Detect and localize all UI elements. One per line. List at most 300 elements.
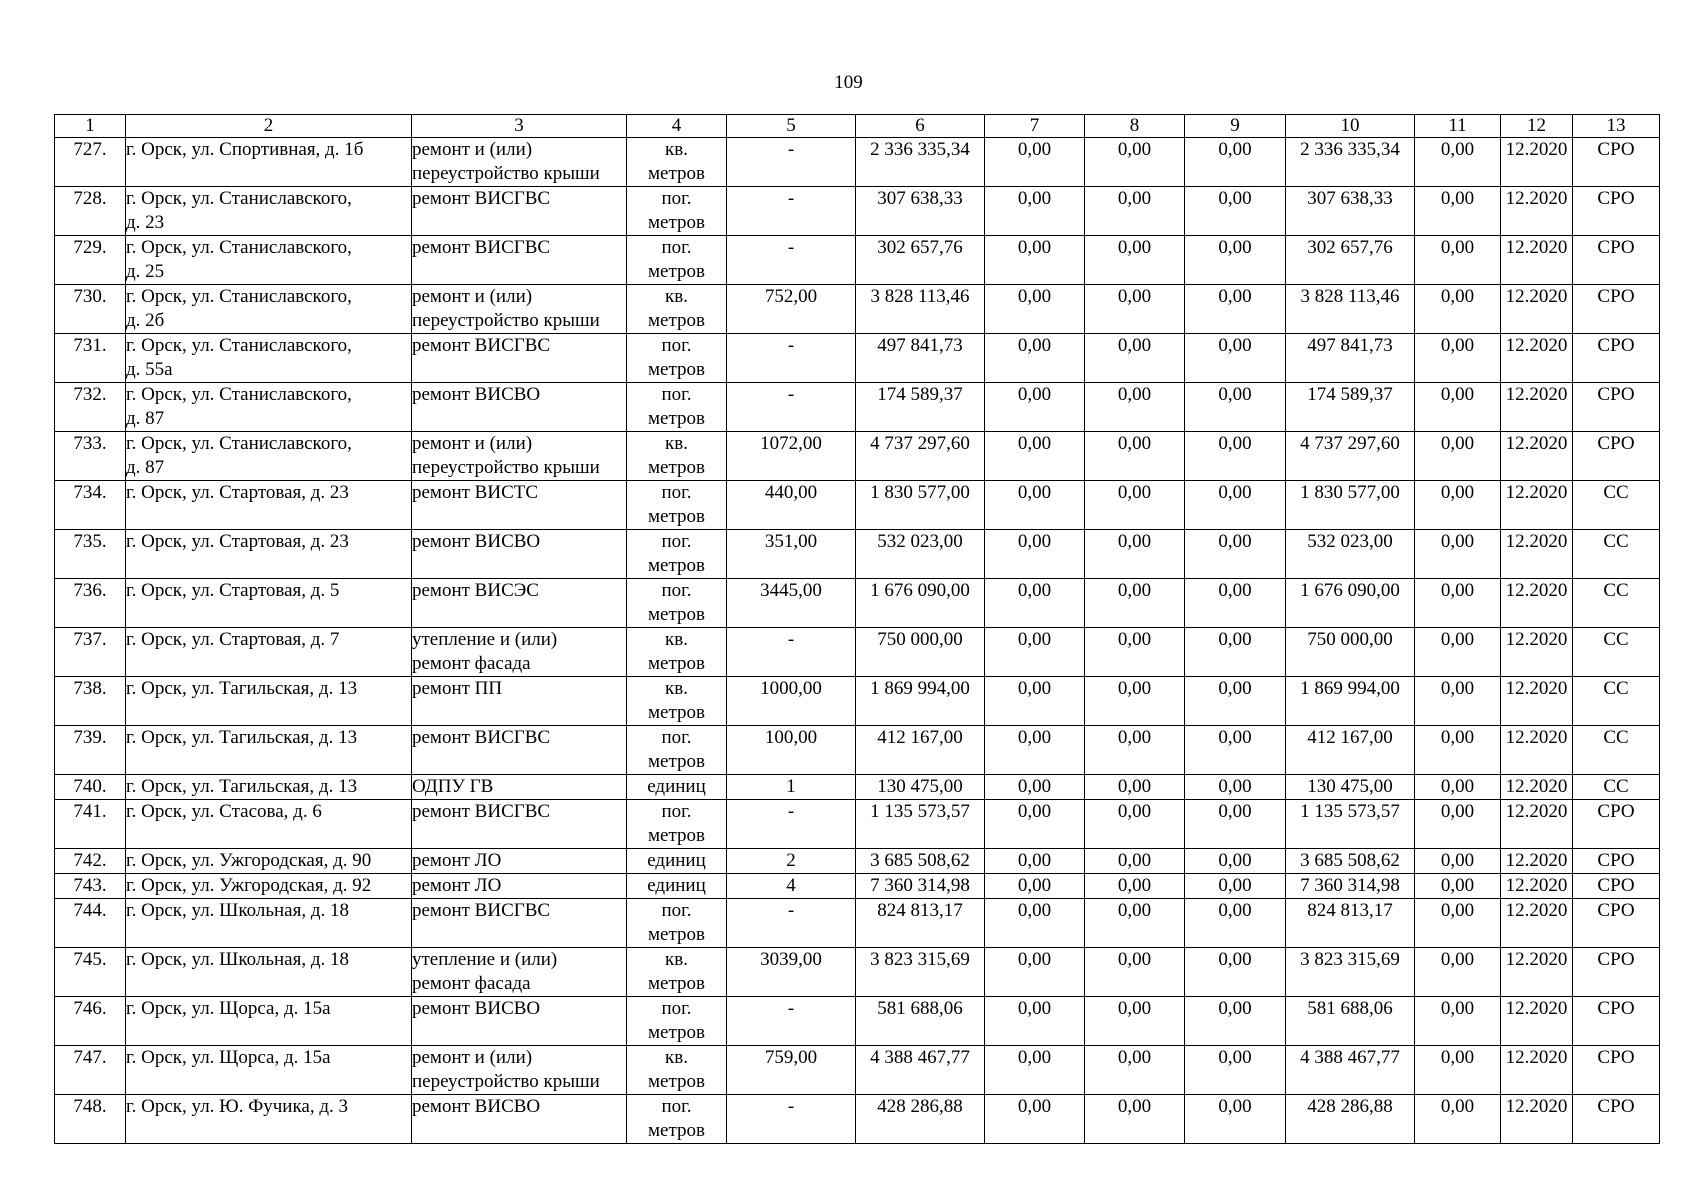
work-type-cell-line: ремонт ЛО [412, 875, 502, 896]
date-cell: 12.2020 [1501, 432, 1573, 481]
col11-cell: 0,00 [1415, 874, 1501, 899]
address-cell [126, 530, 412, 579]
address-cell-line: г. Орск, ул. Ю. Фучика, д. 3 [126, 1096, 348, 1117]
col11-cell: 0,00 [1415, 1046, 1501, 1095]
work-type-cell [412, 677, 627, 726]
org-cell: СРО [1573, 1046, 1660, 1095]
work-type-cell-line: ремонт и (или) [412, 433, 533, 454]
unit-cell [627, 334, 727, 383]
address-cell-line: д. 2б [126, 310, 165, 331]
total-cost-cell: 1 676 090,00 [856, 579, 985, 628]
col10-cell: 1 676 090,00 [1286, 579, 1415, 628]
work-type-cell [412, 948, 627, 997]
row-number: 746. [55, 997, 126, 1046]
col11-cell: 0,00 [1415, 948, 1501, 997]
address-cell [126, 948, 412, 997]
col7-cell: 0,00 [985, 138, 1085, 187]
address-cell [126, 187, 412, 236]
page-number: 109 [834, 72, 863, 93]
col-header: 10 [1286, 115, 1415, 138]
total-cost-cell: 4 388 467,77 [856, 1046, 985, 1095]
col-header: 1 [55, 115, 126, 138]
date-cell: 12.2020 [1501, 775, 1573, 800]
col11-cell: 0,00 [1415, 899, 1501, 948]
address-cell-line: д. 55а [126, 359, 173, 380]
col7-cell: 0,00 [985, 187, 1085, 236]
col-header: 5 [727, 115, 856, 138]
col-header: 8 [1085, 115, 1185, 138]
unit-cell-line: метров [648, 1120, 705, 1141]
unit-cell-line: пог. [661, 237, 692, 258]
total-cost-cell: 4 737 297,60 [856, 432, 985, 481]
org-cell: СС [1573, 530, 1660, 579]
address-cell [126, 481, 412, 530]
unit-cell-line: метров [648, 506, 705, 527]
col11-cell: 0,00 [1415, 138, 1501, 187]
unit-cell-line: единиц [647, 875, 706, 896]
unit-cell-line: кв. [665, 629, 688, 650]
unit-cell-line: кв. [665, 286, 688, 307]
col10-cell: 1 869 994,00 [1286, 677, 1415, 726]
total-cost-cell: 3 828 113,46 [856, 285, 985, 334]
address-cell-line: д. 23 [126, 212, 165, 233]
date-cell: 12.2020 [1501, 1046, 1573, 1095]
table-row [55, 1046, 1660, 1095]
table-row [55, 285, 1660, 334]
work-type-cell-line: ремонт ВИСВО [412, 531, 541, 552]
col10-cell: 130 475,00 [1286, 775, 1415, 800]
col10-cell: 7 360 314,98 [1286, 874, 1415, 899]
work-type-cell [412, 481, 627, 530]
quantity-cell: - [727, 383, 856, 432]
col9-cell: 0,00 [1185, 628, 1286, 677]
address-cell-line: г. Орск, ул. Станиславского, [126, 335, 352, 356]
address-cell [126, 677, 412, 726]
unit-cell-line: пог. [661, 482, 692, 503]
address-cell-line: г. Орск, ул. Станиславского, [126, 188, 352, 209]
date-cell: 12.2020 [1501, 187, 1573, 236]
col9-cell: 0,00 [1185, 334, 1286, 383]
unit-cell-line: метров [648, 310, 705, 331]
unit-cell-line: пог. [661, 900, 692, 921]
unit-cell-line: метров [648, 457, 705, 478]
date-cell: 12.2020 [1501, 628, 1573, 677]
unit-cell-line: метров [648, 1022, 705, 1043]
row-number: 730. [55, 285, 126, 334]
col9-cell: 0,00 [1185, 997, 1286, 1046]
col9-cell: 0,00 [1185, 138, 1286, 187]
address-cell-line: г. Орск, ул. Ужгородская, д. 92 [126, 875, 372, 896]
date-cell: 12.2020 [1501, 1095, 1573, 1144]
date-cell: 12.2020 [1501, 800, 1573, 849]
col-header: 2 [126, 115, 412, 138]
unit-cell [627, 726, 727, 775]
total-cost-cell: 7 360 314,98 [856, 874, 985, 899]
quantity-cell: - [727, 800, 856, 849]
row-number: 742. [55, 849, 126, 874]
col8-cell: 0,00 [1085, 1095, 1185, 1144]
unit-cell [627, 800, 727, 849]
address-cell [126, 432, 412, 481]
quantity-cell: 3445,00 [727, 579, 856, 628]
address-cell [126, 334, 412, 383]
col10-cell: 307 638,33 [1286, 187, 1415, 236]
org-cell: СРО [1573, 899, 1660, 948]
table-row [55, 997, 1660, 1046]
col10-cell: 412 167,00 [1286, 726, 1415, 775]
row-number: 735. [55, 530, 126, 579]
org-cell: СРО [1573, 874, 1660, 899]
address-cell-line: г. Орск, ул. Станиславского, [126, 433, 352, 454]
work-type-cell [412, 849, 627, 874]
table-row [55, 187, 1660, 236]
col9-cell: 0,00 [1185, 530, 1286, 579]
col9-cell: 0,00 [1185, 899, 1286, 948]
table-row [55, 849, 1660, 874]
row-number: 739. [55, 726, 126, 775]
org-cell: СС [1573, 628, 1660, 677]
unit-cell-line: пог. [661, 384, 692, 405]
work-type-cell [412, 383, 627, 432]
col8-cell: 0,00 [1085, 530, 1185, 579]
unit-cell-line: метров [648, 702, 705, 723]
address-cell-line: г. Орск, ул. Стасова, д. 6 [126, 801, 322, 822]
col8-cell: 0,00 [1085, 800, 1185, 849]
total-cost-cell: 3 685 508,62 [856, 849, 985, 874]
col8-cell: 0,00 [1085, 628, 1185, 677]
work-type-cell-line: утепление и (или) [412, 629, 558, 650]
work-type-cell [412, 334, 627, 383]
address-cell [126, 997, 412, 1046]
total-cost-cell: 532 023,00 [856, 530, 985, 579]
col-header: 12 [1501, 115, 1573, 138]
work-type-cell [412, 997, 627, 1046]
table-row [55, 579, 1660, 628]
col9-cell: 0,00 [1185, 579, 1286, 628]
work-type-cell [412, 726, 627, 775]
date-cell: 12.2020 [1501, 849, 1573, 874]
col11-cell: 0,00 [1415, 677, 1501, 726]
col8-cell: 0,00 [1085, 726, 1185, 775]
org-cell: СС [1573, 481, 1660, 530]
col10-cell: 4 388 467,77 [1286, 1046, 1415, 1095]
work-type-cell-line: ремонт ВИСВО [412, 1096, 541, 1117]
col11-cell: 0,00 [1415, 1095, 1501, 1144]
unit-cell-line: единиц [647, 850, 706, 871]
row-number: 727. [55, 138, 126, 187]
quantity-cell: 4 [727, 874, 856, 899]
unit-cell-line: кв. [665, 1047, 688, 1068]
address-cell [126, 579, 412, 628]
quantity-cell: - [727, 138, 856, 187]
row-number: 741. [55, 800, 126, 849]
col7-cell: 0,00 [985, 948, 1085, 997]
address-cell-line: г. Орск, ул. Стартовая, д. 23 [126, 531, 349, 552]
col7-cell: 0,00 [985, 677, 1085, 726]
date-cell: 12.2020 [1501, 481, 1573, 530]
org-cell: СРО [1573, 236, 1660, 285]
work-type-cell-line: ремонт и (или) [412, 1047, 533, 1068]
date-cell: 12.2020 [1501, 874, 1573, 899]
row-number: 728. [55, 187, 126, 236]
work-type-cell [412, 236, 627, 285]
work-type-cell-line: ремонт фасада [412, 973, 531, 994]
unit-cell [627, 874, 727, 899]
row-number: 748. [55, 1095, 126, 1144]
org-cell: СРО [1573, 285, 1660, 334]
total-cost-cell: 130 475,00 [856, 775, 985, 800]
quantity-cell: 1 [727, 775, 856, 800]
work-type-cell [412, 899, 627, 948]
date-cell: 12.2020 [1501, 334, 1573, 383]
table-row [55, 1095, 1660, 1144]
org-cell: СРО [1573, 800, 1660, 849]
col11-cell: 0,00 [1415, 800, 1501, 849]
org-cell: СРО [1573, 948, 1660, 997]
org-cell: СРО [1573, 432, 1660, 481]
unit-cell [627, 432, 727, 481]
work-type-cell [412, 1095, 627, 1144]
unit-cell-line: метров [648, 555, 705, 576]
address-cell [126, 775, 412, 800]
col11-cell: 0,00 [1415, 383, 1501, 432]
date-cell: 12.2020 [1501, 285, 1573, 334]
row-number: 747. [55, 1046, 126, 1095]
col8-cell: 0,00 [1085, 677, 1185, 726]
unit-cell [627, 383, 727, 432]
address-cell-line: г. Орск, ул. Спортивная, д. 1б [126, 139, 364, 160]
col-header: 13 [1573, 115, 1660, 138]
col7-cell: 0,00 [985, 579, 1085, 628]
table-row [55, 334, 1660, 383]
quantity-cell: - [727, 997, 856, 1046]
col8-cell: 0,00 [1085, 1046, 1185, 1095]
quantity-cell: 440,00 [727, 481, 856, 530]
quantity-cell: 1072,00 [727, 432, 856, 481]
unit-cell-line: кв. [665, 949, 688, 970]
org-cell: СРО [1573, 849, 1660, 874]
col11-cell: 0,00 [1415, 849, 1501, 874]
col7-cell: 0,00 [985, 432, 1085, 481]
col10-cell: 2 336 335,34 [1286, 138, 1415, 187]
work-type-cell-line: переустройство крыши [412, 163, 600, 184]
quantity-cell: - [727, 236, 856, 285]
unit-cell-line: пог. [661, 801, 692, 822]
table-row [55, 800, 1660, 849]
address-cell-line: г. Орск, ул. Тагильская, д. 13 [126, 678, 358, 699]
quantity-cell: 2 [727, 849, 856, 874]
col10-cell: 532 023,00 [1286, 530, 1415, 579]
work-type-cell-line: ремонт и (или) [412, 139, 533, 160]
date-cell: 12.2020 [1501, 138, 1573, 187]
total-cost-cell: 428 286,88 [856, 1095, 985, 1144]
total-cost-cell: 307 638,33 [856, 187, 985, 236]
quantity-cell: 752,00 [727, 285, 856, 334]
col-header: 7 [985, 115, 1085, 138]
address-cell-line: г. Орск, ул. Ужгородская, д. 90 [126, 850, 372, 871]
address-cell [126, 800, 412, 849]
work-type-cell-line: ремонт ВИСЭС [412, 580, 539, 601]
col7-cell: 0,00 [985, 849, 1085, 874]
row-number: 732. [55, 383, 126, 432]
col11-cell: 0,00 [1415, 481, 1501, 530]
org-cell: СРО [1573, 383, 1660, 432]
work-type-cell-line: ремонт ВИСВО [412, 998, 541, 1019]
org-cell: СРО [1573, 334, 1660, 383]
unit-cell-line: пог. [661, 1096, 692, 1117]
unit-cell [627, 481, 727, 530]
unit-cell [627, 530, 727, 579]
table-row [55, 677, 1660, 726]
quantity-cell: 1000,00 [727, 677, 856, 726]
total-cost-cell: 497 841,73 [856, 334, 985, 383]
col-header: 11 [1415, 115, 1501, 138]
address-cell-line: г. Орск, ул. Тагильская, д. 13 [126, 727, 358, 748]
address-cell-line: г. Орск, ул. Щорса, д. 15а [126, 1047, 331, 1068]
unit-cell [627, 1095, 727, 1144]
row-number: 738. [55, 677, 126, 726]
col9-cell: 0,00 [1185, 849, 1286, 874]
col9-cell: 0,00 [1185, 187, 1286, 236]
address-cell [126, 1046, 412, 1095]
quantity-cell: 3039,00 [727, 948, 856, 997]
col7-cell: 0,00 [985, 1095, 1085, 1144]
unit-cell-line: метров [648, 212, 705, 233]
col7-cell: 0,00 [985, 874, 1085, 899]
table-row [55, 432, 1660, 481]
address-cell-line: г. Орск, ул. Станиславского, [126, 384, 352, 405]
row-number: 737. [55, 628, 126, 677]
date-cell: 12.2020 [1501, 530, 1573, 579]
table-row [55, 726, 1660, 775]
col8-cell: 0,00 [1085, 187, 1185, 236]
unit-cell [627, 138, 727, 187]
col11-cell: 0,00 [1415, 187, 1501, 236]
work-type-cell-line: ремонт и (или) [412, 286, 533, 307]
col7-cell: 0,00 [985, 530, 1085, 579]
total-cost-cell: 2 336 335,34 [856, 138, 985, 187]
col-header: 4 [627, 115, 727, 138]
col7-cell: 0,00 [985, 236, 1085, 285]
quantity-cell: 759,00 [727, 1046, 856, 1095]
work-type-cell-line: переустройство крыши [412, 310, 600, 331]
table-row [55, 775, 1660, 800]
row-number: 731. [55, 334, 126, 383]
quantity-cell: 100,00 [727, 726, 856, 775]
row-number: 744. [55, 899, 126, 948]
org-cell: СС [1573, 579, 1660, 628]
unit-cell-line: кв. [665, 139, 688, 160]
date-cell: 12.2020 [1501, 997, 1573, 1046]
work-type-cell [412, 1046, 627, 1095]
col9-cell: 0,00 [1185, 775, 1286, 800]
row-number: 729. [55, 236, 126, 285]
date-cell: 12.2020 [1501, 383, 1573, 432]
col8-cell: 0,00 [1085, 948, 1185, 997]
table-row [55, 530, 1660, 579]
unit-cell [627, 775, 727, 800]
row-number: 736. [55, 579, 126, 628]
col9-cell: 0,00 [1185, 285, 1286, 334]
address-cell [126, 899, 412, 948]
org-cell: СРО [1573, 138, 1660, 187]
col8-cell: 0,00 [1085, 997, 1185, 1046]
col8-cell: 0,00 [1085, 138, 1185, 187]
date-cell: 12.2020 [1501, 899, 1573, 948]
unit-cell-line: единиц [647, 776, 706, 797]
address-cell-line: г. Орск, ул. Тагильская, д. 13 [126, 776, 358, 797]
table-row [55, 236, 1660, 285]
quantity-cell: 351,00 [727, 530, 856, 579]
col11-cell: 0,00 [1415, 628, 1501, 677]
work-type-cell [412, 800, 627, 849]
work-type-cell-line: переустройство крыши [412, 457, 600, 478]
work-type-cell-line: ремонт ПП [412, 678, 503, 699]
unit-cell-line: метров [648, 359, 705, 380]
work-type-cell-line: ремонт ВИСГВС [412, 900, 551, 921]
col-header: 9 [1185, 115, 1286, 138]
total-cost-cell: 1 830 577,00 [856, 481, 985, 530]
col11-cell: 0,00 [1415, 579, 1501, 628]
col10-cell: 3 828 113,46 [1286, 285, 1415, 334]
org-cell: СС [1573, 726, 1660, 775]
col10-cell: 824 813,17 [1286, 899, 1415, 948]
work-type-cell-line: ремонт ВИСТС [412, 482, 539, 503]
unit-cell [627, 579, 727, 628]
date-cell: 12.2020 [1501, 726, 1573, 775]
col10-cell: 750 000,00 [1286, 628, 1415, 677]
work-type-cell-line: ремонт ВИСГВС [412, 335, 551, 356]
unit-cell [627, 1046, 727, 1095]
total-cost-cell: 824 813,17 [856, 899, 985, 948]
address-cell-line: д. 25 [126, 261, 165, 282]
col10-cell: 1 135 573,57 [1286, 800, 1415, 849]
unit-cell-line: пог. [661, 188, 692, 209]
table-body [55, 138, 1660, 1144]
address-cell [126, 285, 412, 334]
unit-cell-line: метров [648, 924, 705, 945]
unit-cell [627, 899, 727, 948]
date-cell: 12.2020 [1501, 579, 1573, 628]
col9-cell: 0,00 [1185, 236, 1286, 285]
col7-cell: 0,00 [985, 285, 1085, 334]
address-cell [126, 874, 412, 899]
unit-cell-line: кв. [665, 433, 688, 454]
work-type-cell [412, 285, 627, 334]
total-cost-cell: 174 589,37 [856, 383, 985, 432]
col11-cell: 0,00 [1415, 432, 1501, 481]
work-type-cell-line: утепление и (или) [412, 949, 558, 970]
col8-cell: 0,00 [1085, 775, 1185, 800]
col9-cell: 0,00 [1185, 1095, 1286, 1144]
unit-cell-line: метров [648, 973, 705, 994]
col11-cell: 0,00 [1415, 285, 1501, 334]
col10-cell: 428 286,88 [1286, 1095, 1415, 1144]
table-row [55, 899, 1660, 948]
unit-cell-line: метров [648, 163, 705, 184]
col9-cell: 0,00 [1185, 726, 1286, 775]
unit-cell-line: метров [648, 604, 705, 625]
col7-cell: 0,00 [985, 481, 1085, 530]
org-cell: СРО [1573, 187, 1660, 236]
total-cost-cell: 750 000,00 [856, 628, 985, 677]
col8-cell: 0,00 [1085, 849, 1185, 874]
work-type-cell-line: ремонт ВИСГВС [412, 237, 551, 258]
col9-cell: 0,00 [1185, 432, 1286, 481]
total-cost-cell: 581 688,06 [856, 997, 985, 1046]
col8-cell: 0,00 [1085, 383, 1185, 432]
org-cell: СС [1573, 677, 1660, 726]
